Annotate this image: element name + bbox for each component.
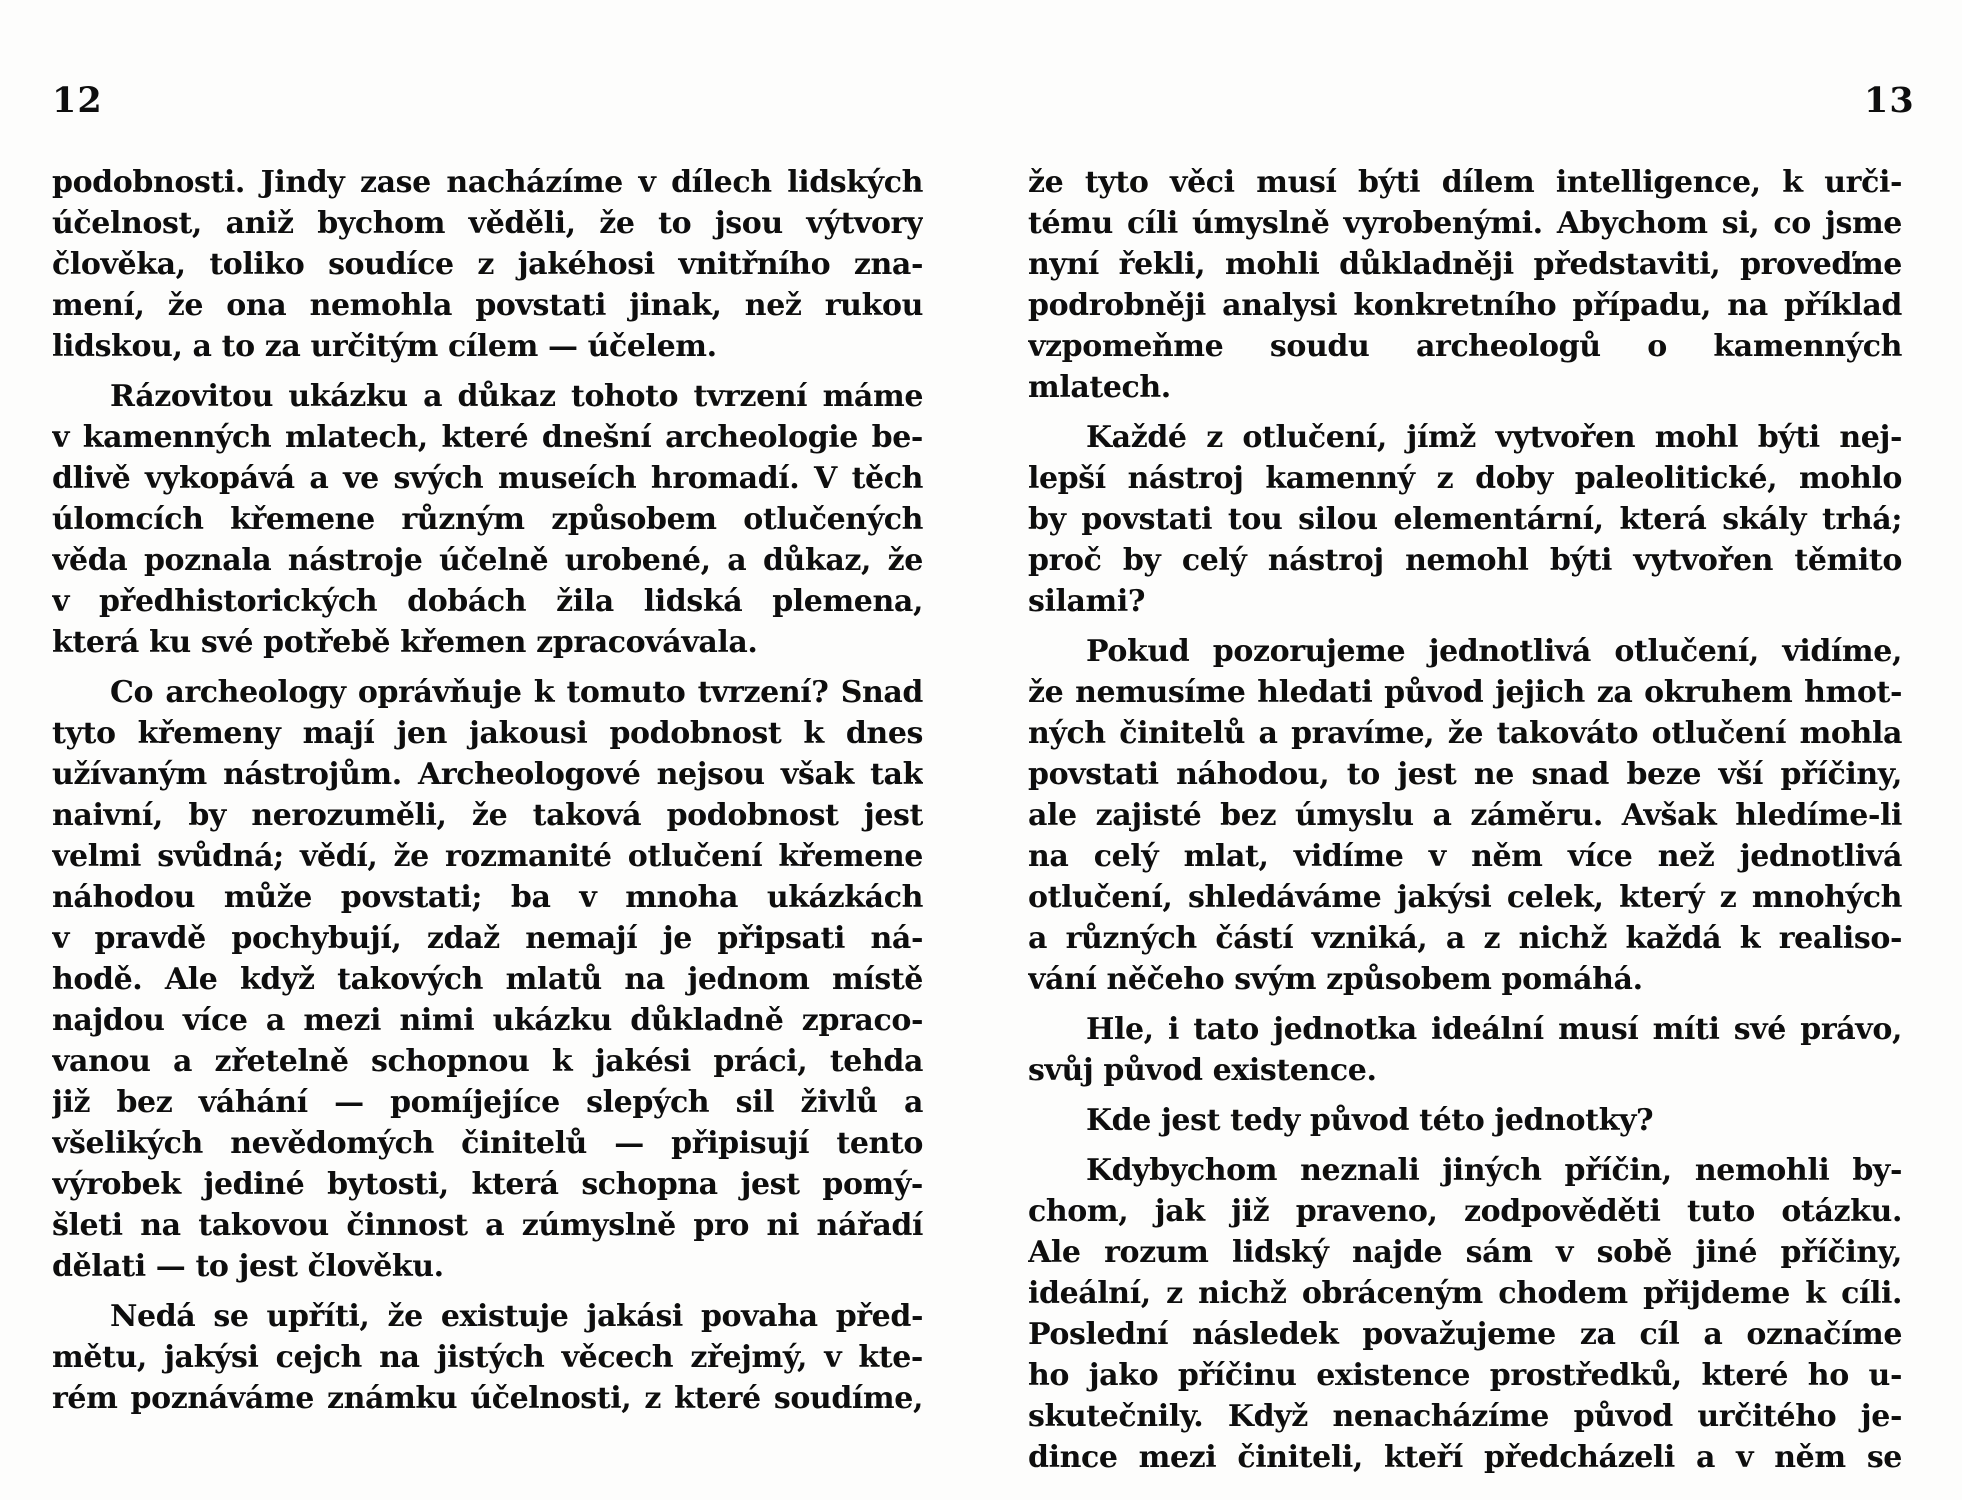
- text-line: otlučení, shledáváme jakýsi celek, který z mnohých: [1028, 880, 1902, 915]
- text-line: že tyto věci musí býti dílem intelligence, k urči-: [1028, 165, 1902, 200]
- text-line: Pokud pozorujeme jednotlivá otlučení, vidíme,: [1086, 634, 1902, 669]
- text-line: a různých částí vzniká, a z nichž každá k realiso-: [1028, 921, 1902, 956]
- text-line: na celý mlat, vidíme v něm více než jednotlivá: [1028, 839, 1902, 874]
- text-line: nyní řekli, mohli důkladněji představiti, proveďme: [1028, 247, 1902, 282]
- text-line: proč by celý nástroj nemohl býti vytvořen těmito: [1028, 543, 1902, 578]
- text-line: chom, jak již praveno, zodpověděti tuto otázku.: [1028, 1194, 1902, 1229]
- text-line: mětu, jakýsi cejch na jistých věcech zřejmý, v kte-: [52, 1340, 923, 1375]
- text-line: již bez váhání — pomíjejíce slepých sil živlů a: [52, 1085, 923, 1120]
- text-line: hodě. Ale když takových mlatů na jednom místě: [52, 962, 923, 997]
- text-line: najdou více a mezi nimi ukázku důkladně zpraco-: [52, 1003, 923, 1038]
- paragraph: [1028, 631, 1902, 1000]
- text-line: silami?: [1028, 584, 1146, 619]
- text-line: výrobek jediné bytosti, která schopna jest pomý-: [52, 1167, 923, 1202]
- paragraph: [1028, 162, 1902, 408]
- text-line: všelikých nevědomých činitelů — připisují tento: [52, 1126, 923, 1161]
- text-line: tyto křemeny mají jen jakousi podobnost k dnes: [52, 716, 923, 751]
- paragraph: [1028, 1150, 1902, 1478]
- text-line: náhodou může povstati; ba v mnoha ukázkách: [52, 880, 923, 915]
- text-line: Každé z otlučení, jímž vytvořen mohl býti nej-: [1086, 420, 1902, 455]
- paragraph: [52, 162, 923, 367]
- text-line: vanou a zřetelně schopnou k jakési práci, tehda: [52, 1044, 923, 1079]
- text-line: Poslední následek považujeme za cíl a označíme: [1028, 1317, 1902, 1352]
- text-line: by povstati tou silou elementární, která skály trhá;: [1028, 502, 1902, 537]
- text-line: dince mezi činiteli, kteří předcházeli a v něm se: [1028, 1440, 1902, 1475]
- page-right-text-column: [1028, 162, 1902, 1487]
- text-line: tému cíli úmyslně vyrobenými. Abychom si, co jsme: [1028, 206, 1902, 241]
- text-line: velmi svůdná; vědí, že rozmanité otlučení křemene: [52, 839, 923, 874]
- page-left-text-column: [52, 162, 923, 1428]
- text-line: svůj původ existence.: [1028, 1053, 1377, 1088]
- text-line: Ale rozum lidský najde sám v sobě jiné příčiny,: [1028, 1235, 1902, 1270]
- text-line: že nemusíme hledati původ jejich za okruhem hmot-: [1028, 675, 1902, 710]
- text-line: člověka, toliko soudíce z jakéhosi vnitřního zna-: [52, 247, 923, 282]
- text-line: mení, že ona nemohla povstati jinak, než rukou: [52, 288, 923, 323]
- text-line: v předhistorických dobách žila lidská plemena,: [52, 584, 923, 619]
- paragraph: [1028, 417, 1902, 622]
- text-line: skutečnily. Když nenacházíme původ určitého je-: [1028, 1399, 1902, 1434]
- text-line: šleti na takovou činnost a zúmyslně pro ni nářadí: [52, 1208, 923, 1243]
- text-line: Nedá se upříti, že existuje jakási povaha před-: [110, 1299, 923, 1334]
- text-line: v kamenných mlatech, které dnešní archeologie be-: [52, 420, 923, 455]
- text-line: úlomcích křemene různým způsobem otlučených: [52, 502, 923, 537]
- text-line: Kdybychom neznali jiných příčin, nemohli by-: [1086, 1153, 1902, 1188]
- text-line: ho jako příčinu existence prostředků, které ho u-: [1028, 1358, 1902, 1393]
- text-line: podobnosti. Jindy zase nacházíme v dílech lidských: [52, 165, 923, 200]
- paragraph: [52, 1296, 923, 1419]
- text-line: podrobněji analysi konkretního případu, na příklad: [1028, 288, 1902, 323]
- text-line: věda poznala nástroje účelně urobené, a důkaz, že: [52, 543, 923, 578]
- paragraph: [1028, 1009, 1902, 1091]
- text-line: Kde jest tedy původ této jednotky?: [1086, 1103, 1654, 1138]
- text-line: lidskou, a to za určitým cílem — účelem.: [52, 329, 717, 364]
- text-line: dělati — to jest člověku.: [52, 1249, 444, 1284]
- text-line: rém poznáváme známku účelnosti, z které soudíme,: [52, 1381, 923, 1416]
- page-number-left: 12: [52, 80, 103, 121]
- text-line: ných činitelů a pravíme, že takováto otlučení mohla: [1028, 716, 1902, 751]
- text-line: ideální, z nichž obráceným chodem přijdeme k cíli.: [1028, 1276, 1902, 1311]
- text-line: Hle, i tato jednotka ideální musí míti své právo,: [1086, 1012, 1902, 1047]
- text-line: Rázovitou ukázku a důkaz tohoto tvrzení máme: [110, 379, 923, 414]
- text-line: lepší nástroj kamenný z doby paleolitické, mohlo: [1028, 461, 1902, 496]
- text-line: v pravdě pochybují, zdaž nemají je připsati ná-: [52, 921, 923, 956]
- text-line: vání něčeho svým způsobem pomáhá.: [1028, 962, 1643, 997]
- paragraph: [52, 376, 923, 663]
- text-line: užívaným nástrojům. Archeologové nejsou však tak: [52, 757, 923, 792]
- paragraph: [52, 672, 923, 1287]
- text-line: naivní, by nerozuměli, že taková podobnost jest: [52, 798, 923, 833]
- text-line: povstati náhodou, to jest ne snad beze vší příčiny,: [1028, 757, 1902, 792]
- text-line: dlivě vykopává a ve svých museích hromadí. V těch: [52, 461, 923, 496]
- text-line: vzpomeňme soudu archeologů o kamenných mlatech.: [1028, 329, 1902, 405]
- text-line: účelnost, aniž bychom věděli, že to jsou výtvory: [52, 206, 923, 241]
- paragraph: [1028, 1100, 1902, 1141]
- page-number-right: 13: [1864, 80, 1915, 121]
- text-line: Co archeology oprávňuje k tomuto tvrzení? Snad: [110, 675, 923, 710]
- text-line: ale zajisté bez úmyslu a záměru. Avšak hledíme-li: [1028, 798, 1902, 833]
- text-line: která ku své potřebě křemen zpracovávala.: [52, 625, 758, 660]
